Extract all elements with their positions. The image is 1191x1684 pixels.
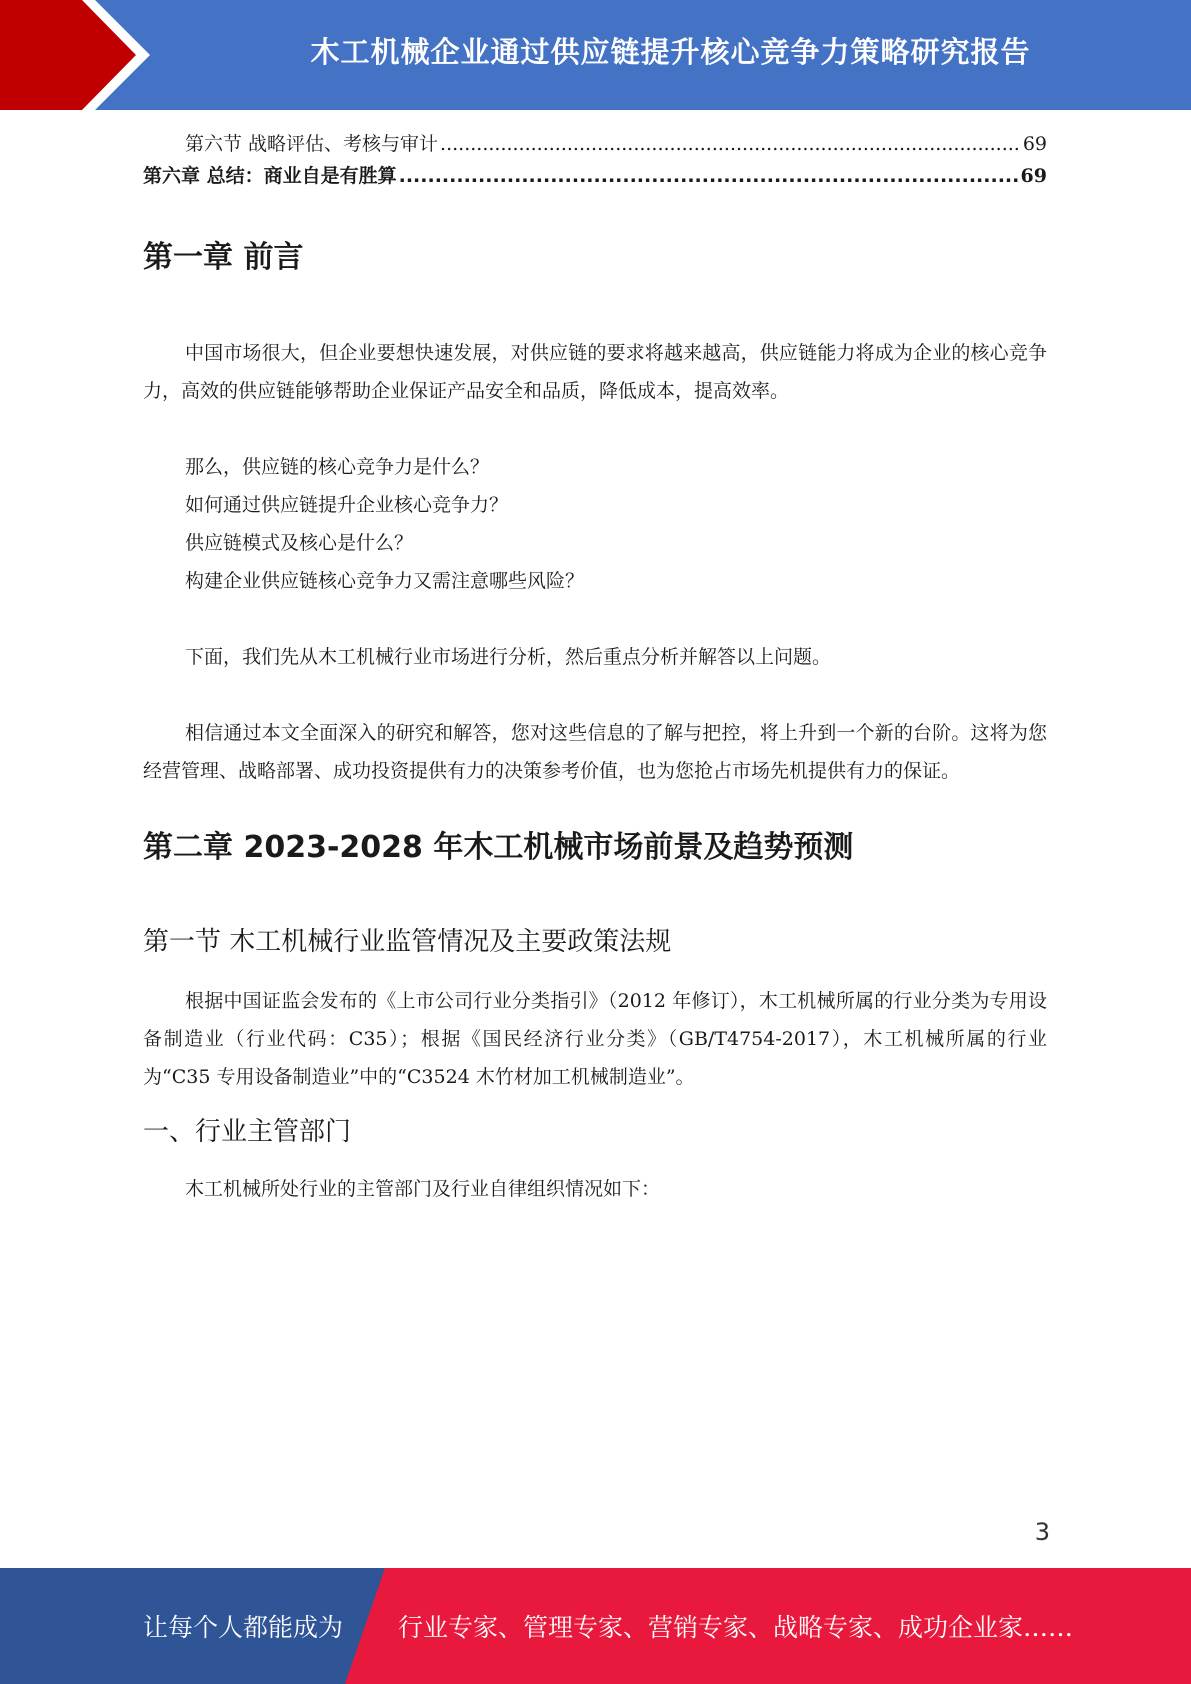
chapter-heading: 第一章 前言 [143,240,304,275]
paragraph: 根据中国证监会发布的《上市公司行业分类指引》（2012 年修订），木工机械所属的行业分类为专用设备制造业（行业代码：C35）；根据《国民经济行业分类》（GB/T4754-2017），木工机械所属的行业为“C35 专用设备制造业”中的“C3524 木竹材加工机械制造业”。 [143,990,1047,1088]
report-title: 木工机械企业通过供应链提升核心竞争力策略研究报告 [310,34,1031,69]
section-heading: 第一节 木工机械行业监管情况及主要政策法规 [143,927,672,957]
paragraph: 下面，我们先从木工机械行业市场进行分析，然后重点分析并解答以上问题。 [185,646,832,668]
toc-entry[interactable] [143,128,1047,160]
toc-leader [440,128,1021,160]
page-content [143,128,1047,1208]
question-item: 如何通过供应链提升企业核心竞争力？ [185,494,509,516]
paragraph: 木工机械所处行业的主管部门及行业自律组织情况如下： [185,1178,661,1200]
page-number: 3 [1034,1518,1050,1546]
question-item: 那么，供应链的核心竞争力是什么？ [185,456,490,478]
chapter-heading: 第二章 2023-2028 年木工机械市场前景及趋势预测 [143,830,854,865]
toc-entry-label: 第六章 总结：商业自是有胜算 [143,165,397,187]
question-item: 构建企业供应链核心竞争力又需注意哪些风险？ [185,570,585,592]
toc-entry-page: 69 [1020,165,1047,187]
toc-entry-page: 69 [1022,133,1047,155]
paragraph: 相信通过本文全面深入的研究和解答，您对这些信息的了解与把控，将上升到一个新的台阶。这将为您经营管理、战略部署、成功投资提供有力的决策参考价值，也为您抢占市场先机提供有力的保证。 [143,722,1047,782]
toc-entry-label: 第六节 战略评估、考核与审计 [185,133,439,155]
table-of-contents [143,128,1047,192]
paragraph: 中国市场很大，但企业要想快速发展，对供应链的要求将越来越高，供应链能力将成为企业的核心竞争力，高效的供应链能够帮助企业保证产品安全和品质，降低成本，提高效率。 [143,342,1047,402]
footer-slogan-left: 让每个人都能成为 [143,1613,344,1642]
toc-entry[interactable] [143,160,1047,192]
footer-slogan-right: 行业专家、管理专家、营销专家、战略专家、成功企业家…… [398,1613,1074,1642]
question-list [143,448,1047,600]
subsection-heading: 一、行业主管部门 [143,1117,352,1147]
page-footer [0,1568,1191,1684]
question-item: 供应链模式及核心是什么？ [185,532,414,554]
page-header [0,0,1191,110]
toc-leader [399,160,1019,192]
